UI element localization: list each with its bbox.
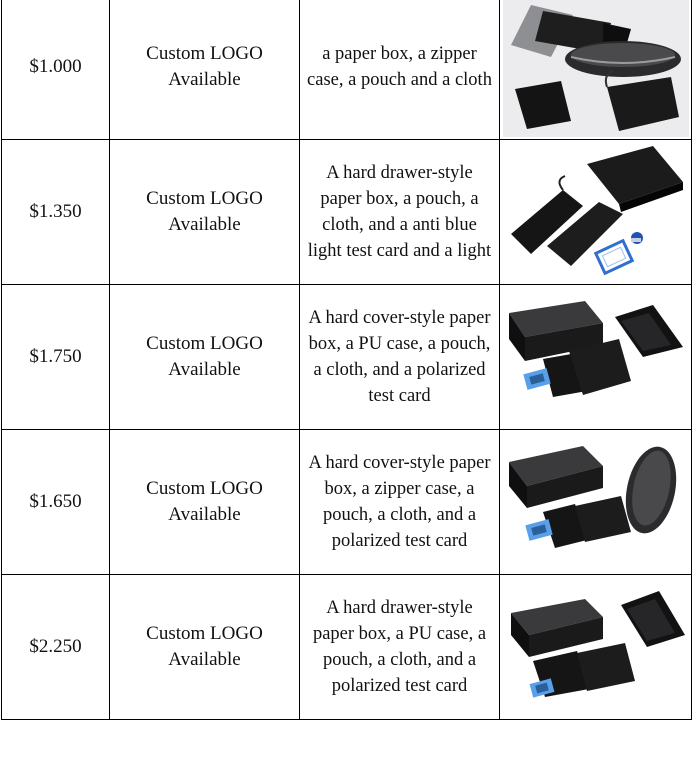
price-value: $1.650 [29,491,82,512]
contents-text: A hard drawer-style paper box, a pouch, a cloth, and a anti blue light test card and a light [307,163,492,261]
price-value: $2.250 [29,636,82,657]
photo-cell [500,140,692,285]
logo-cell [110,285,300,430]
table-row [2,430,692,575]
table-row [2,575,692,720]
photo-cell [500,430,692,575]
price-cell [2,430,110,575]
contents-text: A hard cover-style paper box, a PU case, a pouch, a cloth, and a polarized test card [308,308,491,406]
glasses-packaging-photo-icon [503,432,689,572]
price-cell [2,0,110,140]
price-value: $1.000 [29,56,82,77]
contents-cell [300,0,500,140]
glasses-packaging-photo-icon [503,287,689,427]
contents-text: a paper box, a zipper case, a pouch and a cloth [307,44,492,90]
logo-cell [110,575,300,720]
price-value: $1.750 [29,346,82,367]
price-cell [2,285,110,430]
logo-text: Custom LOGO Available [146,478,263,525]
logo-cell [110,0,300,140]
contents-text: A hard cover-style paper box, a zipper case, a pouch, a cloth, and a polarized test card [308,453,491,551]
photo-cell [500,0,692,140]
photo-cell [500,285,692,430]
contents-cell [300,430,500,575]
price-cell [2,140,110,285]
logo-cell [110,430,300,575]
logo-cell [110,140,300,285]
logo-text: Custom LOGO Available [146,188,263,235]
contents-cell [300,575,500,720]
packaging-table [1,0,692,720]
contents-text: A hard drawer-style paper box, a PU case, a pouch, a cloth, and a polarized test card [312,598,487,696]
table-row [2,285,692,430]
glasses-packaging-photo-icon [503,142,689,282]
logo-text: Custom LOGO Available [146,43,263,90]
table-row [2,140,692,285]
glasses-packaging-photo-icon [503,0,689,137]
contents-cell [300,285,500,430]
logo-text: Custom LOGO Available [146,333,263,380]
glasses-packaging-photo-icon [503,577,689,717]
table-row [2,0,692,140]
contents-cell [300,140,500,285]
photo-cell [500,575,692,720]
price-cell [2,575,110,720]
logo-text: Custom LOGO Available [146,623,263,670]
price-value: $1.350 [29,201,82,222]
